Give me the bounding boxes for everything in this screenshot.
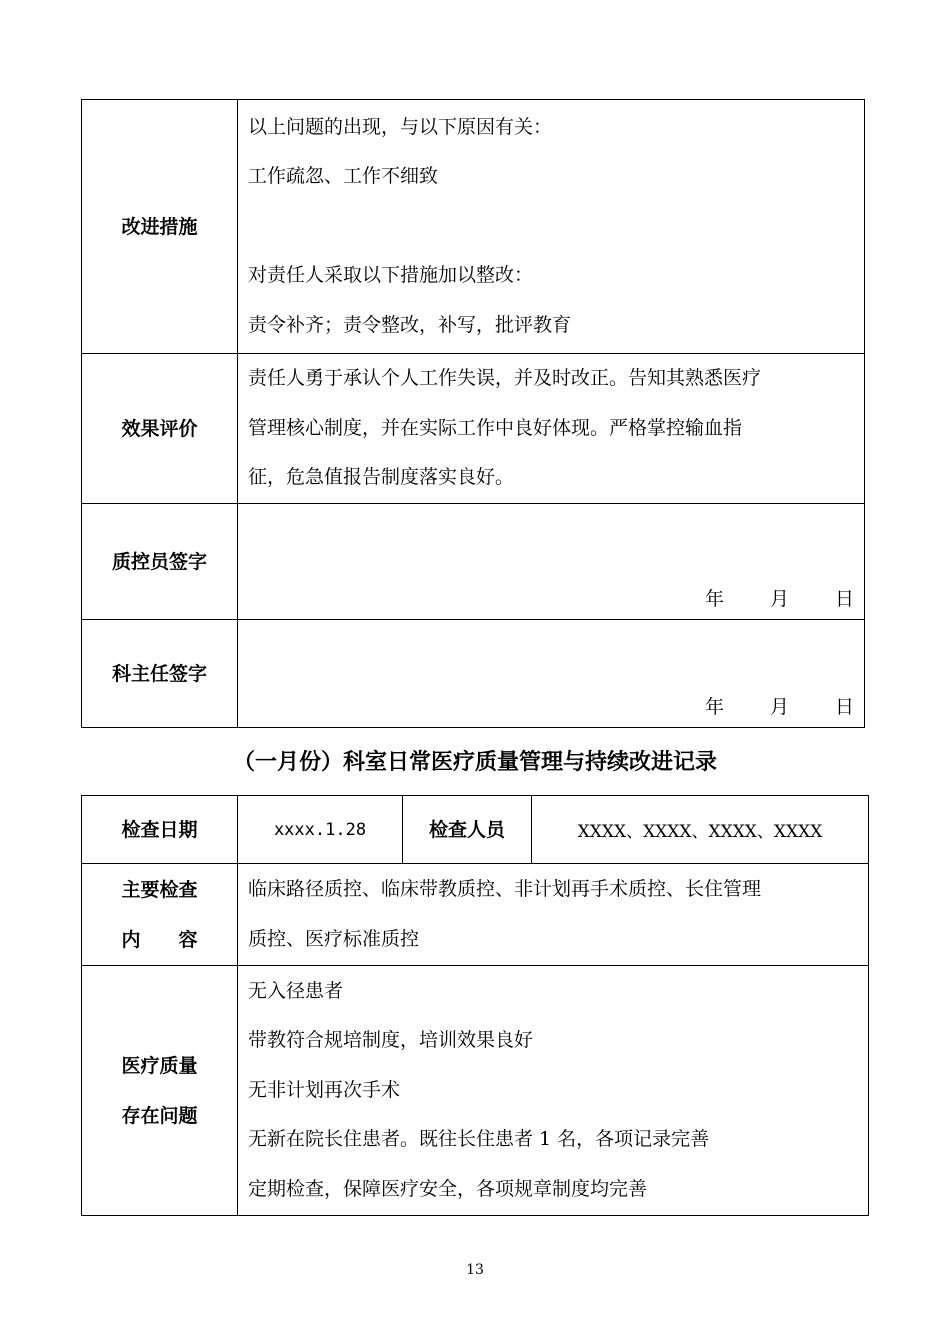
improvement-label: 改进措施 (82, 100, 238, 354)
qc-signature-row (82, 504, 865, 620)
evaluation-line: 管理核心制度，并在实际工作中良好体现。严格掌控输血指 (248, 416, 743, 439)
main-content-value (238, 864, 869, 966)
main-content-line: 质控、医疗标准质控 (248, 927, 420, 950)
qc-signature-label: 质控员签字 (82, 504, 238, 620)
check-date-value: xxxx.1.28 (238, 796, 403, 864)
director-signature-row (82, 620, 865, 728)
page-number: 13 (466, 1262, 484, 1278)
month-label: 月 (769, 696, 789, 718)
quality-record-table-1 (81, 99, 865, 728)
main-content-label (82, 864, 238, 966)
issues-label-line: 医疗质量 (121, 1054, 198, 1077)
check-date-label: 检查日期 (82, 796, 238, 864)
issues-line: 无入径患者 (248, 979, 344, 1002)
improvement-line: 责令补齐；责令整改，补写，批评教育 (248, 313, 572, 336)
issues-label-line: 存在问题 (121, 1104, 198, 1127)
evaluation-line: 责任人勇于承认个人工作失误，并及时改正。告知其熟悉医疗 (248, 367, 762, 390)
evaluation-content (238, 354, 865, 504)
issues-content (238, 966, 869, 1216)
year-label: 年 (704, 588, 724, 610)
issues-line: 无新在院长住患者。既往长住患者 1 名，各项记录完善 (248, 1128, 710, 1151)
director-signature-label: 科主任签字 (82, 620, 238, 728)
evaluation-line: 征，危急值报告制度落实良好。 (248, 466, 515, 489)
improvement-content (238, 100, 865, 354)
qc-signature-field[interactable] (238, 504, 865, 620)
improvement-line: 对责任人采取以下措施加以整改： (248, 264, 534, 287)
inspectors-value: XXXX、XXXX、XXXX、XXXX (532, 796, 869, 864)
improvement-row (82, 100, 865, 354)
year-label: 年 (704, 696, 724, 718)
director-signature-field[interactable] (238, 620, 865, 728)
day-label: 日 (834, 588, 854, 610)
day-label: 日 (834, 696, 854, 718)
issues-line: 带教符合规培制度，培训效果良好 (248, 1029, 534, 1052)
evaluation-row (82, 354, 865, 504)
month-label: 月 (769, 588, 789, 610)
main-content-label-line: 主要检查 (121, 878, 198, 901)
improvement-line: 工作疏忽、工作不细致 (248, 165, 439, 188)
issues-line: 无非计划再次手术 (248, 1078, 401, 1101)
quality-record-table-2 (81, 795, 869, 1216)
main-content-row (82, 864, 869, 966)
main-content-line: 临床路径质控、临床带教质控、非计划再手术质控、长住管理 (248, 878, 762, 900)
check-info-row (82, 796, 869, 864)
main-content-label-line: 内 容 (121, 928, 198, 951)
issues-label (82, 966, 238, 1216)
improvement-line: 以上问题的出现，与以下原因有关： (248, 115, 553, 138)
blank-line (248, 202, 864, 252)
section-title: （一月份）科室日常医疗质量管理与持续改进记录 (232, 750, 717, 775)
director-signature-date (238, 692, 864, 719)
issues-line: 定期检查，保障医疗安全，各项规章制度均完善 (248, 1177, 648, 1200)
issues-row (82, 966, 869, 1216)
evaluation-label: 效果评价 (82, 354, 238, 504)
inspectors-label: 检查人员 (403, 796, 532, 864)
qc-signature-date (238, 584, 864, 611)
